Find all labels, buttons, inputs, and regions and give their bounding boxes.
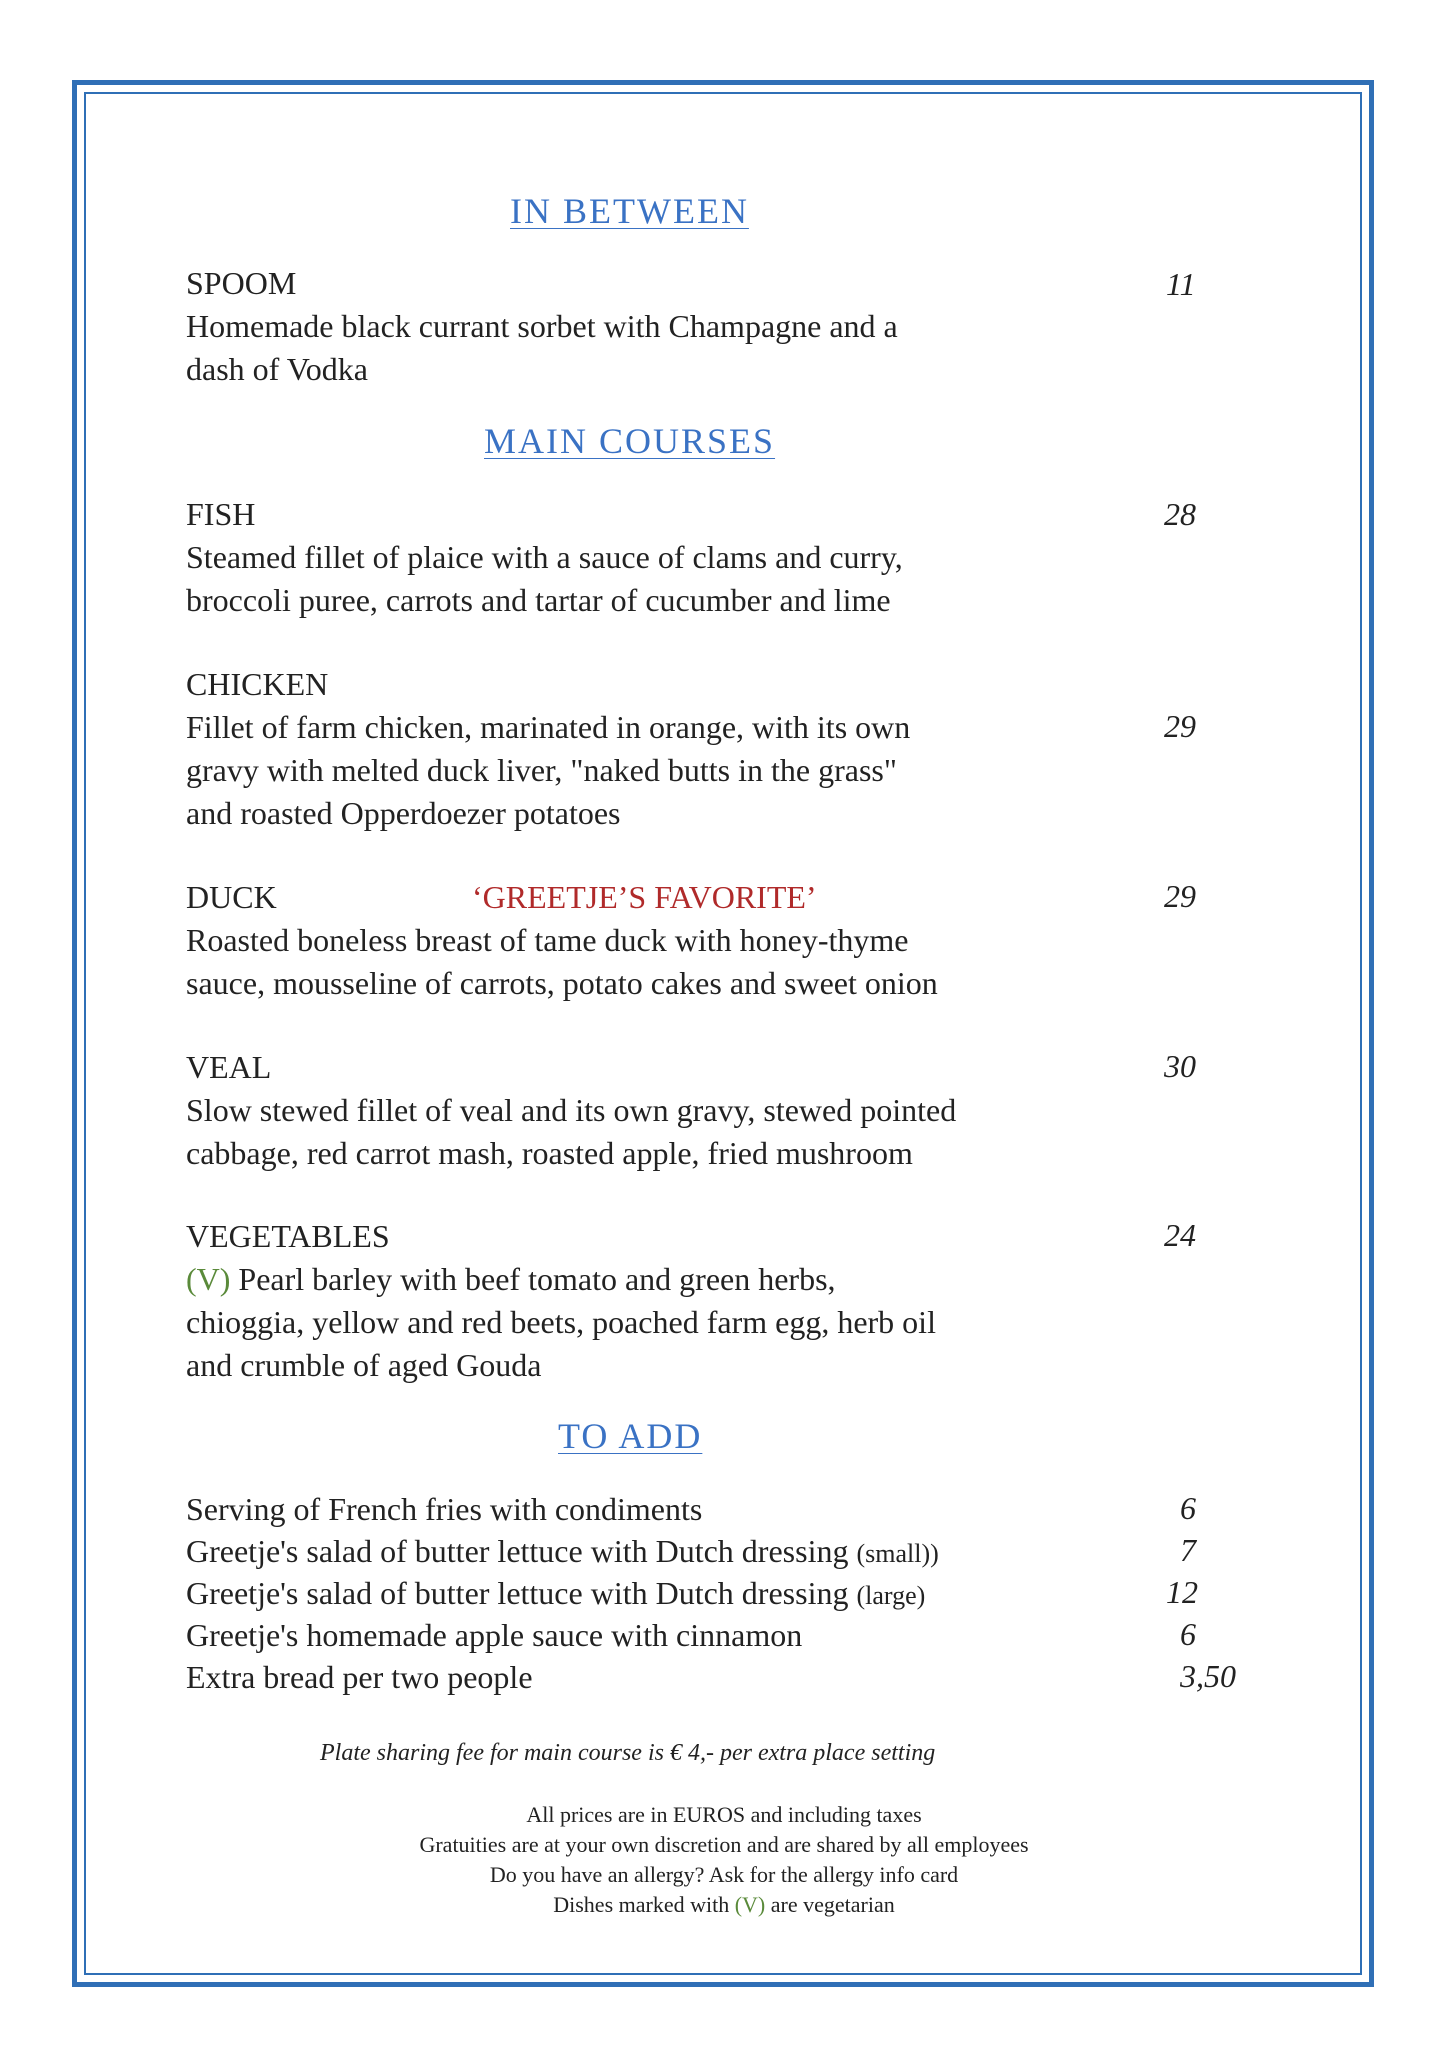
item-desc-vegetables-3: and crumble of aged Gouda: [186, 1347, 542, 1383]
add-on-size: (large): [856, 1581, 926, 1610]
item-desc-fish-2: broccoli puree, carrots and tartar of cucumber and lime: [186, 582, 891, 618]
add-on-price: 7: [1180, 1532, 1196, 1568]
item-desc-spoom-2: dash of Vodka: [186, 351, 368, 387]
item-price-chicken: 29: [1164, 708, 1196, 744]
item-desc-chicken-2: gravy with melted duck liver, "naked butts in the grass": [186, 752, 897, 788]
footer-vegetarian-post: are vegetarian: [765, 1892, 895, 1917]
section-heading-in-between: IN BETWEEN: [510, 191, 749, 231]
item-name-veal: VEAL: [186, 1049, 272, 1085]
item-price-duck: 29: [1164, 878, 1196, 914]
add-on-price: 6: [1180, 1616, 1196, 1652]
add-on-item: [186, 1656, 533, 1699]
add-on-text: Greetje's homemade apple sauce with cinnamon: [186, 1617, 803, 1653]
add-on-price: 6: [1180, 1490, 1196, 1526]
footer-line-prices: All prices are in EUROS and including taxes: [526, 1802, 922, 1827]
item-desc-duck-1: Roasted boneless breast of tame duck with honey-thyme: [186, 922, 909, 958]
section-heading-main-courses: MAIN COURSES: [484, 421, 776, 461]
item-price-vegetables: 24: [1164, 1217, 1196, 1253]
add-on-text: Serving of French fries with condiments: [186, 1491, 703, 1527]
item-price-fish: 28: [1164, 496, 1196, 532]
item-name-fish: FISH: [186, 496, 256, 532]
item-desc-vegetables-2: chioggia, yellow and red beets, poached farm egg, herb oil: [186, 1304, 936, 1340]
footer-line-gratuities: Gratuities are at your own discretion and are shared by all employees: [419, 1832, 1029, 1857]
favorite-badge: ‘GREETJE’S FAVORITE’: [472, 879, 817, 915]
item-desc-fish-1: Steamed fillet of plaice with a sauce of clams and curry,: [186, 539, 903, 575]
item-name-vegetables: VEGETABLES: [186, 1218, 390, 1254]
footer-vegetarian-pre: Dishes marked with: [553, 1892, 735, 1917]
item-desc-duck-2: sauce, mousseline of carrots, potato cakes and sweet onion: [186, 965, 938, 1001]
item-price-veal: 30: [1164, 1048, 1196, 1084]
vegetarian-mark: (V): [734, 1892, 766, 1917]
add-on-item: [186, 1614, 802, 1657]
footer-line-allergy: Do you have an allergy? Ask for the allergy info card: [489, 1862, 959, 1887]
item-desc-spoom-1: Homemade black currant sorbet with Champagne and a: [186, 308, 898, 344]
item-desc-vegetables-1: [186, 1258, 836, 1301]
item-name-chicken: CHICKEN: [186, 666, 329, 702]
add-on-text: Greetje's salad of butter lettuce with Dutch dressing: [186, 1533, 849, 1569]
add-on-item: [186, 1572, 925, 1617]
add-on-size: (small)): [856, 1539, 939, 1568]
add-on-price: 3,50: [1180, 1658, 1236, 1694]
add-on-text: Extra bread per two people: [186, 1659, 533, 1695]
item-desc-veal-2: cabbage, red carrot mash, roasted apple, fried mushroom: [186, 1135, 913, 1171]
plate-sharing-note: Plate sharing fee for main course is € 4,- per extra place setting: [320, 1740, 936, 1766]
add-on-item: [186, 1530, 939, 1575]
item-desc-chicken-1: Fillet of farm chicken, marinated in orange, with its own: [186, 709, 911, 745]
item-desc-vegetables-1-text: Pearl barley with beef tomato and green herbs,: [230, 1261, 836, 1297]
item-name-spoom: SPOOM: [186, 265, 297, 301]
vegetarian-mark: (V): [186, 1261, 231, 1297]
footer-line-vegetarian: [274, 1890, 1174, 1920]
add-on-item: [186, 1488, 702, 1531]
item-name-duck: DUCK: [186, 879, 277, 915]
item-price-spoom: 11: [1166, 266, 1196, 302]
item-desc-veal-1: Slow stewed fillet of veal and its own gravy, stewed pointed: [186, 1092, 957, 1128]
add-on-text: Greetje's salad of butter lettuce with Dutch dressing: [186, 1575, 849, 1611]
add-on-price: 12: [1166, 1574, 1198, 1610]
section-heading-to-add: TO ADD: [558, 1416, 703, 1456]
item-desc-chicken-3: and roasted Opperdoezer potatoes: [186, 795, 621, 831]
